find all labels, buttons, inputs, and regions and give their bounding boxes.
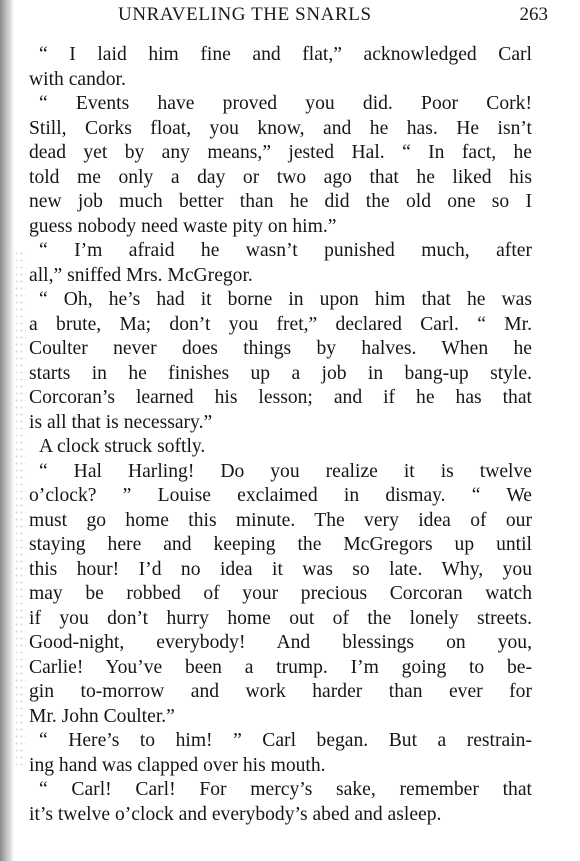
page-number: 263: [519, 4, 548, 25]
page-binding-texture: [14, 250, 26, 770]
text-line: is all that is necessary.”: [29, 411, 213, 433]
text-line: ing hand was clapped over his mouth.: [29, 754, 326, 776]
page-header: [118, 4, 548, 30]
text-line: it’s twelve o’clock and everybody’s abed and asleep.: [29, 803, 442, 825]
text-line: staying here and keeping the McGregors up until: [29, 534, 532, 555]
text-line: with candor.: [29, 68, 126, 90]
text-line: told me only a day or two ago that he liked his: [29, 166, 532, 188]
text-line: a brute, Ma; don’t you fret,” declared Carl. “ Mr.: [29, 313, 532, 335]
text-line: A clock struck softly.: [39, 436, 206, 457]
body-text: [29, 43, 532, 827]
text-line: “ I’m afraid he wasn’t punished much, after: [39, 240, 532, 261]
text-line: Good-night, everybody! And blessings on you,: [29, 632, 532, 653]
text-line: if you don’t hurry home out of the lonely streets.: [29, 607, 532, 629]
text-line: “ Hal Harling! Do you realize it is twelve: [39, 460, 532, 482]
text-line: o’clock? ” Louise exclaimed in dismay. “ We: [29, 485, 532, 506]
text-line: “ I laid him fine and flat,” acknowledged Carl: [39, 44, 532, 65]
text-line: new job much better than he did the old one so I: [29, 191, 532, 212]
text-line: may be robbed of your precious Corcoran watch: [29, 583, 532, 604]
text-line: gin to-morrow and work harder than ever for: [29, 681, 532, 702]
page-spine-shadow: [0, 0, 14, 861]
text-line: dead yet by any means,” jested Hal. “ In fact, he: [29, 142, 532, 163]
text-line: Carlie! You’ve been a trump. I’m going to be-: [29, 656, 532, 678]
text-line: “ Events have proved you did. Poor Cork!: [39, 93, 532, 114]
text-line: this hour! I’d no idea it was so late. Why, you: [29, 558, 532, 580]
running-title: UNRAVELING THE SNARLS: [118, 4, 372, 25]
text-line: Still, Corks float, you know, and he has. He isn’t: [29, 117, 532, 139]
text-line: “ Oh, he’s had it borne in upon him that he was: [39, 289, 532, 310]
text-line: Mr. John Coulter.”: [29, 705, 175, 727]
text-line: “ Carl! Carl! For mercy’s sake, remember that: [39, 779, 532, 800]
text-line: guess nobody need waste pity on him.”: [29, 215, 337, 237]
text-line: Coulter never does things by halves. When he: [29, 338, 532, 359]
text-line: must go home this minute. The very idea of our: [29, 509, 532, 531]
text-line: starts in he finishes up a job in bang-up style.: [29, 362, 532, 384]
text-line: Corcoran’s learned his lesson; and if he has that: [29, 387, 532, 408]
text-line: all,” sniffed Mrs. McGregor.: [29, 264, 253, 286]
text-line: “ Here’s to him! ” Carl began. But a restrain-: [39, 730, 532, 751]
